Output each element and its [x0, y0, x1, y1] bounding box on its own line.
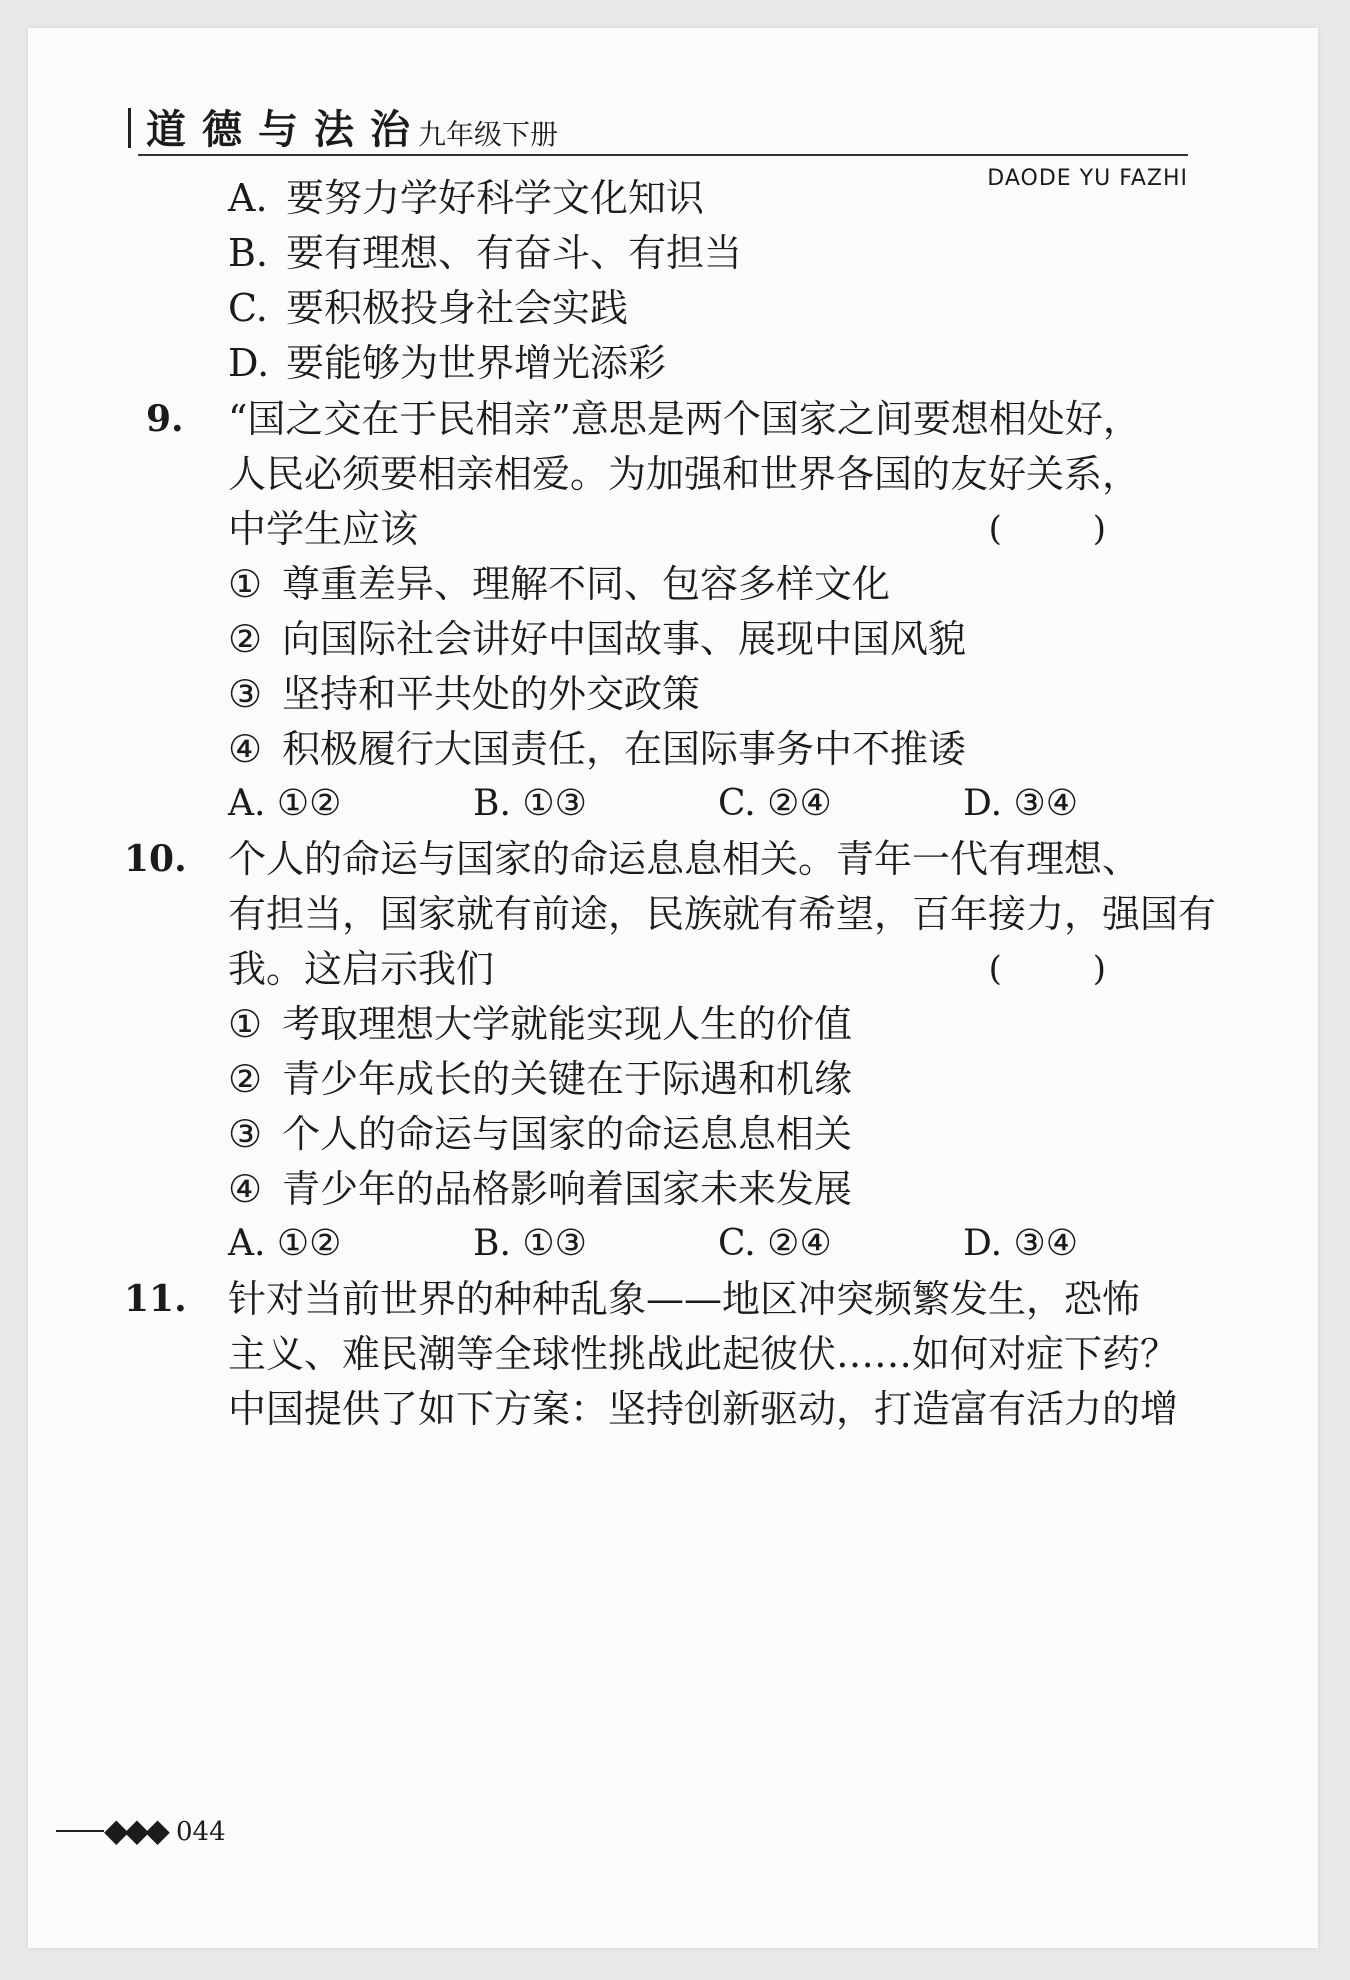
q10-statement-3: ③ 个人的命运与国家的命运息息相关	[228, 1112, 853, 1156]
q10-answer-a: A. ①②	[228, 1223, 342, 1264]
q9-answer-c: C. ②④	[718, 783, 832, 824]
page-number: 044	[176, 1817, 226, 1847]
q10-answer-b: B. ①③	[473, 1223, 587, 1264]
q8-option-b: B. 要有理想、有奋斗、有担当	[228, 231, 743, 275]
q9-statement-3: ③ 坚持和平共处的外交政策	[228, 672, 701, 716]
q9-answer-paren: ( )	[988, 509, 1146, 549]
header-rule	[138, 154, 1188, 156]
q10-answer-c: C. ②④	[718, 1223, 832, 1264]
q10-line-3: 我。这启示我们	[228, 947, 495, 991]
q10-statement-4: ④ 青少年的品格影响着国家未来发展	[228, 1167, 853, 1211]
q9-line-2: 人民必须要相亲相爱。为加强和世界各国的友好关系，	[228, 452, 1141, 496]
q8-option-c: C. 要积极投身社会实践	[228, 286, 629, 330]
q10-number: 10.	[124, 838, 187, 880]
page	[28, 28, 1318, 1948]
q10-line-1: 个人的命运与国家的命运息息相关。青年一代有理想、	[228, 837, 1141, 881]
header-logo: 道德与法治	[146, 106, 426, 153]
q9-statement-4: ④ 积极履行大国责任，在国际事务中不推诿	[228, 727, 967, 771]
q11-line-1: 针对当前世界的种种乱象——地区冲突频繁发生，恐怖	[228, 1277, 1141, 1321]
q11-line-3: 中国提供了如下方案：坚持创新驱动，打造富有活力的增	[228, 1387, 1179, 1431]
footer-rule	[56, 1830, 104, 1832]
q10-answer-paren: ( )	[988, 949, 1146, 989]
header-grade: 九年级下册	[418, 118, 559, 151]
q9-answer-b: B. ①③	[473, 783, 587, 824]
header-bar	[128, 108, 131, 148]
q11-number: 11.	[124, 1278, 187, 1320]
q9-number: 9.	[146, 398, 184, 440]
footer-diamond-icon: ◆◆◆	[104, 1811, 166, 1849]
q10-line-2: 有担当，国家就有前途，民族就有希望，百年接力，强国有	[228, 892, 1217, 936]
q10-statement-2: ② 青少年成长的关键在于际遇和机缘	[228, 1057, 853, 1101]
q9-statement-1: ① 尊重差异、理解不同、包容多样文化	[228, 562, 891, 606]
q8-option-d: D. 要能够为世界增光添彩	[228, 341, 667, 385]
q9-statement-2: ② 向国际社会讲好中国故事、展现中国风貌	[228, 617, 967, 661]
q8-option-a: A. 要努力学好科学文化知识	[228, 176, 705, 220]
q9-line-1: “国之交在于民相亲”意思是两个国家之间要想相处好，	[228, 397, 1141, 441]
q11-line-2: 主义、难民潮等全球性挑战此起彼伏……如何对症下药？	[228, 1332, 1179, 1376]
q9-line-3: 中学生应该	[228, 507, 419, 551]
q10-answer-d: D. ③④	[963, 1223, 1079, 1264]
header-subtitle: DAODE YU FAZHI	[987, 166, 1188, 191]
q9-answer-a: A. ①②	[228, 783, 342, 824]
q9-answer-d: D. ③④	[963, 783, 1079, 824]
q10-statement-1: ① 考取理想大学就能实现人生的价值	[228, 1002, 853, 1046]
